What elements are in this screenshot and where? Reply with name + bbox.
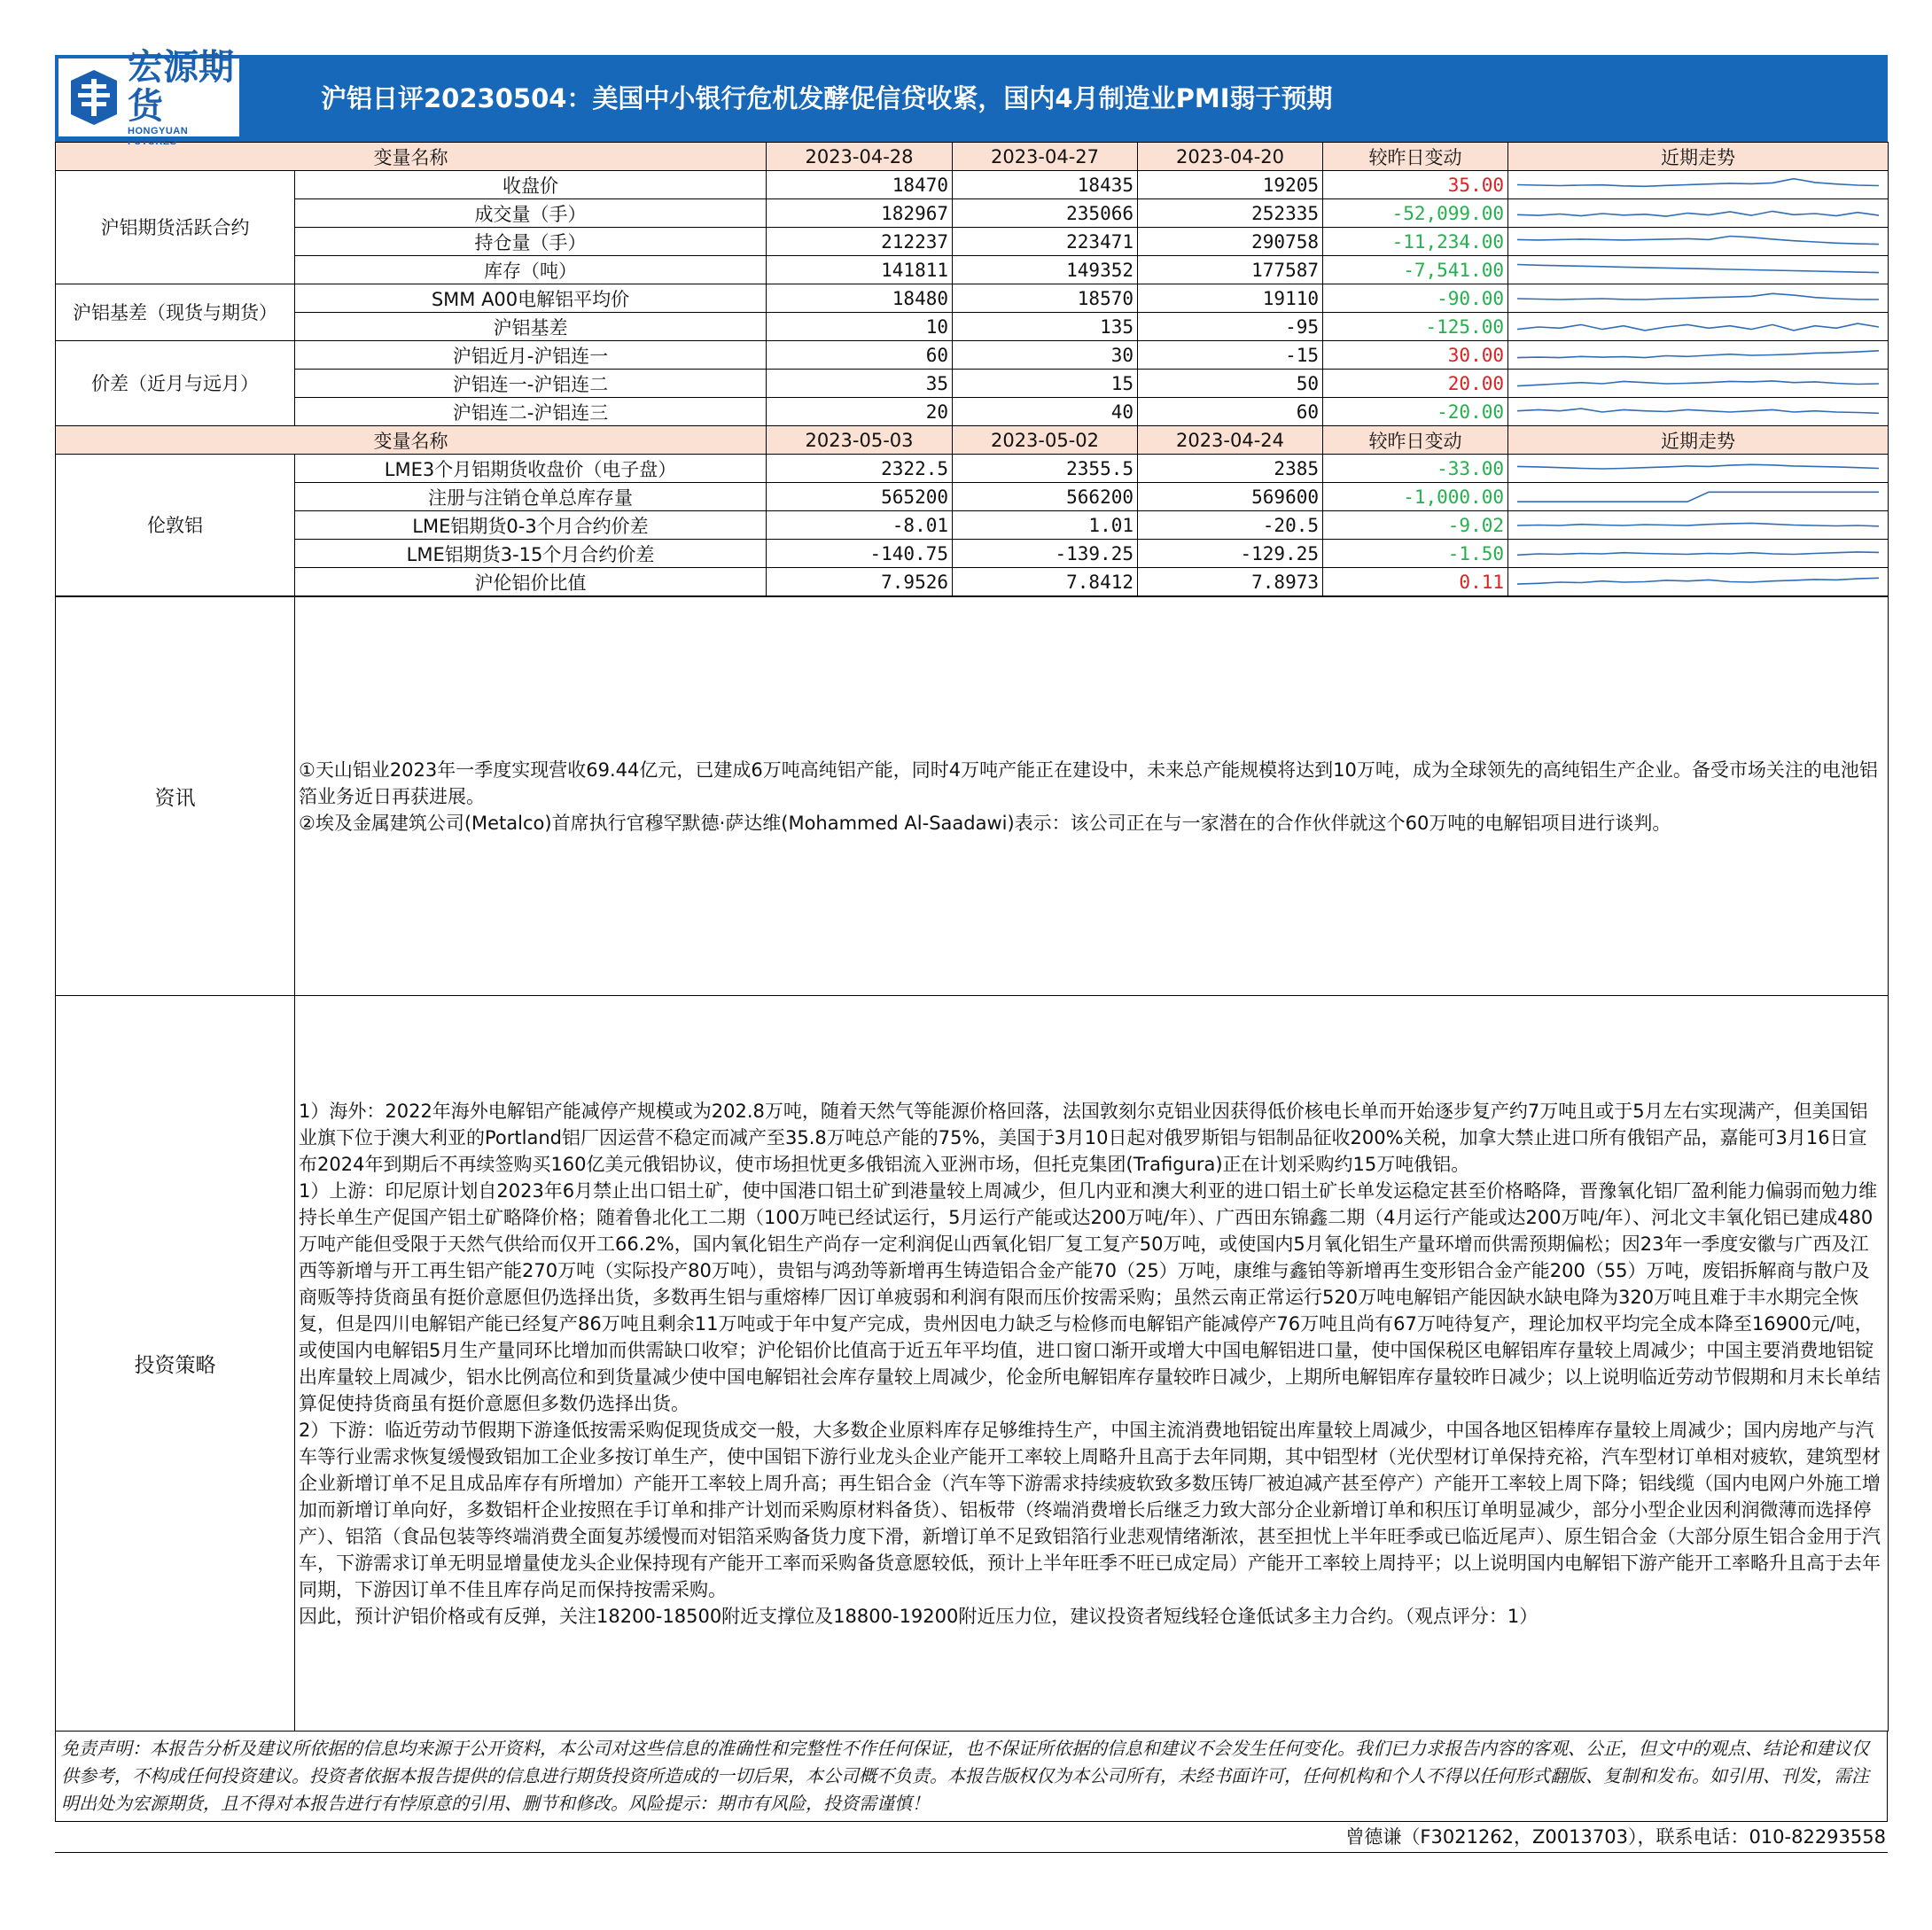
- daily-change: -9.02: [1323, 511, 1508, 540]
- trend-line: [1517, 409, 1879, 413]
- trend-sparkline: [1512, 200, 1884, 227]
- table-row: [56, 511, 1889, 540]
- trend-line: [1517, 578, 1879, 584]
- report-header: [55, 47, 1888, 147]
- trend-sparkline: [1512, 229, 1884, 255]
- trend-sparkline-cell: [1508, 540, 1889, 568]
- value-date-3: -15: [1138, 341, 1323, 370]
- metric-name: 沪铝基差: [295, 313, 767, 341]
- hongyuan-logo-icon: [66, 66, 122, 128]
- strategy-paragraph: 1）海外：2022年海外电解铝产能减停产规模或为202.8万吨，随着天然气等能源价格回落，法国敦刻尔克铝业因获得低价核电长单而开始逐步复产约7万吨且或于5月左右实现满产，但美国铝业旗下位于澳大利亚的Portland铝厂因运营不稳定而减产至35.8万吨总产能的75%，美国于3月10日起对俄罗斯铝与铝制品征收200%关税，加拿大禁止进口所有俄铝产品，嘉能可3月16日宣布2024年到期后不再续签购买160亿美元俄铝协议，使市场担忧更多俄铝流入亚洲市场，但托克集团(Trafigura)正在计划采购约15万吨俄铝。: [299, 1100, 1868, 1175]
- metric-name: 库存（吨）: [295, 256, 767, 284]
- metric-name: SMM A00电解铝平均价: [295, 284, 767, 313]
- commentary-table: [55, 596, 1889, 1732]
- value-date-1: 35: [767, 370, 953, 398]
- company-logo: [58, 47, 239, 147]
- trend-sparkline: [1512, 512, 1884, 539]
- table-row: [56, 199, 1889, 228]
- group-name: 沪铝期货活跃合约: [56, 171, 295, 284]
- column-header: 2023-04-28: [767, 143, 953, 171]
- logo-chinese-name: 宏源期货: [128, 47, 234, 127]
- column-header: 2023-04-27: [953, 143, 1138, 171]
- daily-change: 20.00: [1323, 370, 1508, 398]
- trend-line: [1517, 178, 1879, 186]
- value-date-1: 141811: [767, 256, 953, 284]
- column-header: 2023-04-20: [1138, 143, 1323, 171]
- metric-name: 收盘价: [295, 171, 767, 199]
- column-header: 较昨日变动: [1323, 143, 1508, 171]
- value-date-2: 566200: [953, 483, 1138, 511]
- daily-change: -20.00: [1323, 398, 1508, 426]
- trend-sparkline: [1512, 399, 1884, 425]
- news-paragraph: ②埃及金属建筑公司(Metalco)首席执行官穆罕默德·萨达维(Mohammed Al-Saadawi)表示：该公司正在与一家潜在的合作伙伴就这个60万吨的电解铝项目进行谈判。: [299, 812, 1671, 834]
- report-title: 沪铝日评20230504：美国中小银行危机发酵促信贷收紧，国内4月制造业PMI弱于预期: [321, 83, 1333, 113]
- value-date-2: 1.01: [953, 511, 1138, 540]
- table-row: [56, 171, 1889, 199]
- table-row: [56, 398, 1889, 426]
- value-date-3: -20.5: [1138, 511, 1323, 540]
- daily-change: 35.00: [1323, 171, 1508, 199]
- daily-change: -11,234.00: [1323, 228, 1508, 256]
- value-date-2: 15: [953, 370, 1138, 398]
- value-date-2: 2355.5: [953, 455, 1138, 483]
- column-header: 2023-05-03: [767, 426, 953, 455]
- daily-change: -1.50: [1323, 540, 1508, 568]
- value-date-3: -129.25: [1138, 540, 1323, 568]
- column-header-variable: 变量名称: [56, 143, 767, 171]
- trend-line: [1517, 380, 1879, 385]
- value-date-1: 182967: [767, 199, 953, 228]
- trend-sparkline-cell: [1508, 370, 1889, 398]
- value-date-3: 569600: [1138, 483, 1323, 511]
- metric-name: 持仓量（手）: [295, 228, 767, 256]
- value-date-2: 18570: [953, 284, 1138, 313]
- trend-sparkline-cell: [1508, 341, 1889, 370]
- trend-sparkline-cell: [1508, 483, 1889, 511]
- column-header: 2023-05-02: [953, 426, 1138, 455]
- metric-name: LME铝期货3-15个月合约价差: [295, 540, 767, 568]
- value-date-1: 18480: [767, 284, 953, 313]
- trend-sparkline-cell: [1508, 171, 1889, 199]
- table-row: [56, 568, 1889, 596]
- trend-sparkline: [1512, 541, 1884, 567]
- strategy-label: 投资策略: [56, 996, 295, 1732]
- trend-sparkline: [1512, 257, 1884, 284]
- strategy-paragraph: 2）下游：临近劳动节假期下游逢低按需采购促现货成交一般，大多数企业原料库存足够维持生产，中国主流消费地铝锭出库量较上周减少，中国各地区铝棒库存量较上周减少；国内房地产与汽车等行业需求恢复缓慢致铝加工企业多按订单生产，使中国铝下游行业龙头企业产能开工率较上周略升且高于去年同期，其中铝型材（光伏型材订单保持充裕，汽车型材订单相对疲软，建筑型材企业新增订单不足且成品库存有所增加）产能开工率较上周升高；再生铝合金（汽车等下游需求持续疲软致多数压铸厂被迫减产甚至停产）产能开工率较上周下降；铝线缆（国内电网户外施工增加而新增订单向好，多数铝杆企业按照在手订单和排产计划而采购原材料备货）、铝板带（终端消费增长后继乏力致大部分企业新增订单和积压订单明显减少，部分小型企业因利润微薄而选择停产）、铝箔（食品包装等终端消费全面复苏缓慢而对铝箔采购备货力度下滑，新增订单不足致铝箔行业悲观情绪渐浓，甚至担忧上半年旺季或已临近尾声）、原生铝合金（大部分原生铝合金用于汽车，下游需求订单无明显增量使龙头企业保持现有产能开工率而采购备货意愿较低，预计上半年旺季不旺已成定局）产能开工率较上周持平；以上说明国内电解铝下游产能开工率略升且高于去年同期，下游因订单不佳且库存尚足而保持按需采购。: [299, 1419, 1881, 1600]
- metric-name: LME3个月铝期货收盘价（电子盘）: [295, 455, 767, 483]
- daily-change: -125.00: [1323, 313, 1508, 341]
- report-page: [55, 47, 1888, 1853]
- strategy-content: [295, 996, 1889, 1732]
- table-row: [56, 341, 1889, 370]
- table-header-row: [56, 143, 1889, 171]
- metric-name: 注册与注销仓单总库存量: [295, 483, 767, 511]
- value-date-1: 565200: [767, 483, 953, 511]
- table-row: [56, 228, 1889, 256]
- value-date-2: 7.8412: [953, 568, 1138, 596]
- trend-line: [1517, 492, 1879, 502]
- daily-change: -90.00: [1323, 284, 1508, 313]
- trend-line: [1517, 293, 1879, 300]
- trend-line: [1517, 350, 1879, 357]
- news-label: 资讯: [56, 597, 295, 996]
- value-date-2: 223471: [953, 228, 1138, 256]
- trend-sparkline: [1512, 370, 1884, 397]
- value-date-2: 18435: [953, 171, 1138, 199]
- trend-sparkline-cell: [1508, 511, 1889, 540]
- trend-sparkline: [1512, 455, 1884, 482]
- table-header-row: [56, 426, 1889, 455]
- daily-change: -33.00: [1323, 455, 1508, 483]
- column-header: 近期走势: [1508, 426, 1889, 455]
- metric-name: LME铝期货0-3个月合约价差: [295, 511, 767, 540]
- group-name: 伦敦铝: [56, 455, 295, 596]
- column-header-variable: 变量名称: [56, 426, 767, 455]
- daily-change: -1,000.00: [1323, 483, 1508, 511]
- trend-sparkline-cell: [1508, 256, 1889, 284]
- metric-name: 成交量（手）: [295, 199, 767, 228]
- value-date-2: -139.25: [953, 540, 1138, 568]
- trend-sparkline: [1512, 342, 1884, 369]
- value-date-2: 30: [953, 341, 1138, 370]
- trend-sparkline-cell: [1508, 284, 1889, 313]
- value-date-3: 290758: [1138, 228, 1323, 256]
- news-content: [295, 597, 1889, 996]
- metric-name: 沪伦铝价比值: [295, 568, 767, 596]
- trend-sparkline-cell: [1508, 199, 1889, 228]
- trend-line: [1517, 464, 1879, 469]
- news-paragraph: ①天山铝业2023年一季度实现营收69.44亿元，已建成6万吨高纯铝产能，同时4万吨产能正在建设中，未来总产能规模将达到10万吨，成为全球领先的高纯铝生产企业。备受市场关注的电池铝箔业务近日再获进展。: [299, 759, 1878, 807]
- value-date-1: 2322.5: [767, 455, 953, 483]
- trend-sparkline: [1512, 484, 1884, 510]
- value-date-2: 149352: [953, 256, 1138, 284]
- table-row: [56, 256, 1889, 284]
- group-name: 价差（近月与远月）: [56, 341, 295, 426]
- table-row: [56, 540, 1889, 568]
- trend-sparkline: [1512, 569, 1884, 595]
- trend-line: [1517, 523, 1879, 525]
- trend-sparkline: [1512, 172, 1884, 198]
- metric-name: 沪铝连一-沪铝连二: [295, 370, 767, 398]
- strategy-paragraph: 因此，预计沪铝价格或有反弹，关注18200-18500附近支撑位及18800-19200附近压力位，建议投资者短线轻仓逢低试多主力合约。（观点评分：1）: [299, 1605, 1539, 1627]
- value-date-1: 18470: [767, 171, 953, 199]
- trend-sparkline-cell: [1508, 313, 1889, 341]
- value-date-1: 20: [767, 398, 953, 426]
- trend-line: [1517, 211, 1879, 216]
- disclaimer: 免责声明：本报告分析及建议所依据的信息均来源于公开资料，本公司对这些信息的准确性和完整性不作任何保证，也不保证所依据的信息和建议不会发生任何变化。我们已力求报告内容的客观、公正，但文中的观点、结论和建议仅供参考，不构成任何投资建议。投资者依据本报告提供的信息进行期货投资所造成的一切后果，本公司概不负责。本报告版权仅为本公司所有，未经书面许可，任何机构和个人不得以任何形式翻版、复制和发布。如引用、刊发，需注明出处为宏源期货，且不得对本报告进行有悖原意的引用、删节和修改。风险提示：期市有风险，投资需谨慎！: [55, 1732, 1888, 1822]
- value-date-1: 60: [767, 341, 953, 370]
- value-date-3: -95: [1138, 313, 1323, 341]
- daily-change: 30.00: [1323, 341, 1508, 370]
- trend-sparkline: [1512, 314, 1884, 340]
- column-header: 2023-04-24: [1138, 426, 1323, 455]
- value-date-1: 10: [767, 313, 953, 341]
- value-date-2: 40: [953, 398, 1138, 426]
- value-date-3: 50: [1138, 370, 1323, 398]
- value-date-3: 60: [1138, 398, 1323, 426]
- value-date-3: 252335: [1138, 199, 1323, 228]
- trend-sparkline-cell: [1508, 228, 1889, 256]
- value-date-2: 235066: [953, 199, 1138, 228]
- trend-line: [1517, 264, 1879, 272]
- trend-line: [1517, 551, 1879, 554]
- value-date-3: 177587: [1138, 256, 1323, 284]
- value-date-3: 19110: [1138, 284, 1323, 313]
- strategy-paragraph: 1）上游：印尼原计划自2023年6月禁止出口铝土矿，使中国港口铝土矿到港量较上周减少，但几内亚和澳大利亚的进口铝土矿长单发运稳定甚至价格略降，晋豫氧化铝厂盈利能力偏弱而勉力维持长单生产促国产铝土矿略降价格；随着鲁北化工二期（100万吨已经试运行，5月运行产能或达200万吨/年）、广西田东锦鑫二期（4月运行产能或达200万吨/年）、河北文丰氧化铝已建成480万吨产能但受限于天然气供给而仅开工66.2%，国内氧化铝生产尚存一定利润促山西氧化铝厂复工复产50万吨，或使国内5月氧化铝生产量环增而供需预期偏松；因23年一季度安徽与广西及江西等新增与开工再生铝产能270万吨（实际投产80万吨），贵铝与鸿劲等新增再生铸造铝合金产能70（25）万吨，康维与鑫铂等新增再生变形铝合金产能200（55）万吨，废铝拆解商与散户及商贩等持货商虽有挺价意愿但仍选择出货，多数再生铝与重熔棒厂因订单疲弱和利润有限而压价按需采购；虽然云南正常运行520万吨电解铝产能因缺水缺电降为320万吨且难于丰水期完全恢复，但是四川电解铝产能已经复产86万吨且剩余11万吨或于年中复产完成，贵州因电力缺乏与检修而电解铝产能减停产76万吨且尚有67万吨待复产，理论加权平均完全成本降至16900元/吨，或使国内电解铝5月生产量同环比增加而供需缺口收窄；沪伦铝价比值高于近五年平均值，进口窗口渐开或增大中国电解铝进口量，使中国保税区电解铝库存量较上周减少；中国主要消费地铝锭出库量较上周减少，铝水比例高位和到货量减少使中国电解铝社会库存量较上周减少，伦金所电解铝库存量较昨日减少，上期所电解铝库存量较昨日减少；以上说明临近劳动节假期和月末长单结算促使持货商虽有挺价意愿但多数仍选择出货。: [299, 1179, 1881, 1414]
- trend-sparkline-cell: [1508, 455, 1889, 483]
- column-header: 较昨日变动: [1323, 426, 1508, 455]
- daily-change: -52,099.00: [1323, 199, 1508, 228]
- metric-name: 沪铝连二-沪铝连三: [295, 398, 767, 426]
- trend-line: [1517, 236, 1879, 244]
- metric-name: 沪铝近月-沪铝连一: [295, 341, 767, 370]
- trend-sparkline: [1512, 285, 1884, 312]
- analyst-contact: 曾德谦（F3021262，Z0013703），联系电话：010-82293558: [55, 1822, 1888, 1853]
- value-date-1: -140.75: [767, 540, 953, 568]
- daily-change: -7,541.00: [1323, 256, 1508, 284]
- trend-line: [1517, 323, 1879, 331]
- trend-sparkline-cell: [1508, 568, 1889, 596]
- table-row: [56, 313, 1889, 341]
- trend-sparkline-cell: [1508, 398, 1889, 426]
- value-date-3: 19205: [1138, 171, 1323, 199]
- value-date-3: 7.8973: [1138, 568, 1323, 596]
- table-row: [56, 284, 1889, 313]
- daily-change: 0.11: [1323, 568, 1508, 596]
- table-row: [56, 483, 1889, 511]
- group-name: 沪铝基差（现货与期货）: [56, 284, 295, 341]
- value-date-1: 7.9526: [767, 568, 953, 596]
- column-header: 近期走势: [1508, 143, 1889, 171]
- table-row: [56, 370, 1889, 398]
- value-date-3: 2385: [1138, 455, 1323, 483]
- table-row: [56, 455, 1889, 483]
- logo-english-name: HONGYUAN FUTURES: [128, 126, 189, 147]
- value-date-1: -8.01: [767, 511, 953, 540]
- value-date-2: 135: [953, 313, 1138, 341]
- value-date-1: 212237: [767, 228, 953, 256]
- market-data-table: [55, 142, 1889, 596]
